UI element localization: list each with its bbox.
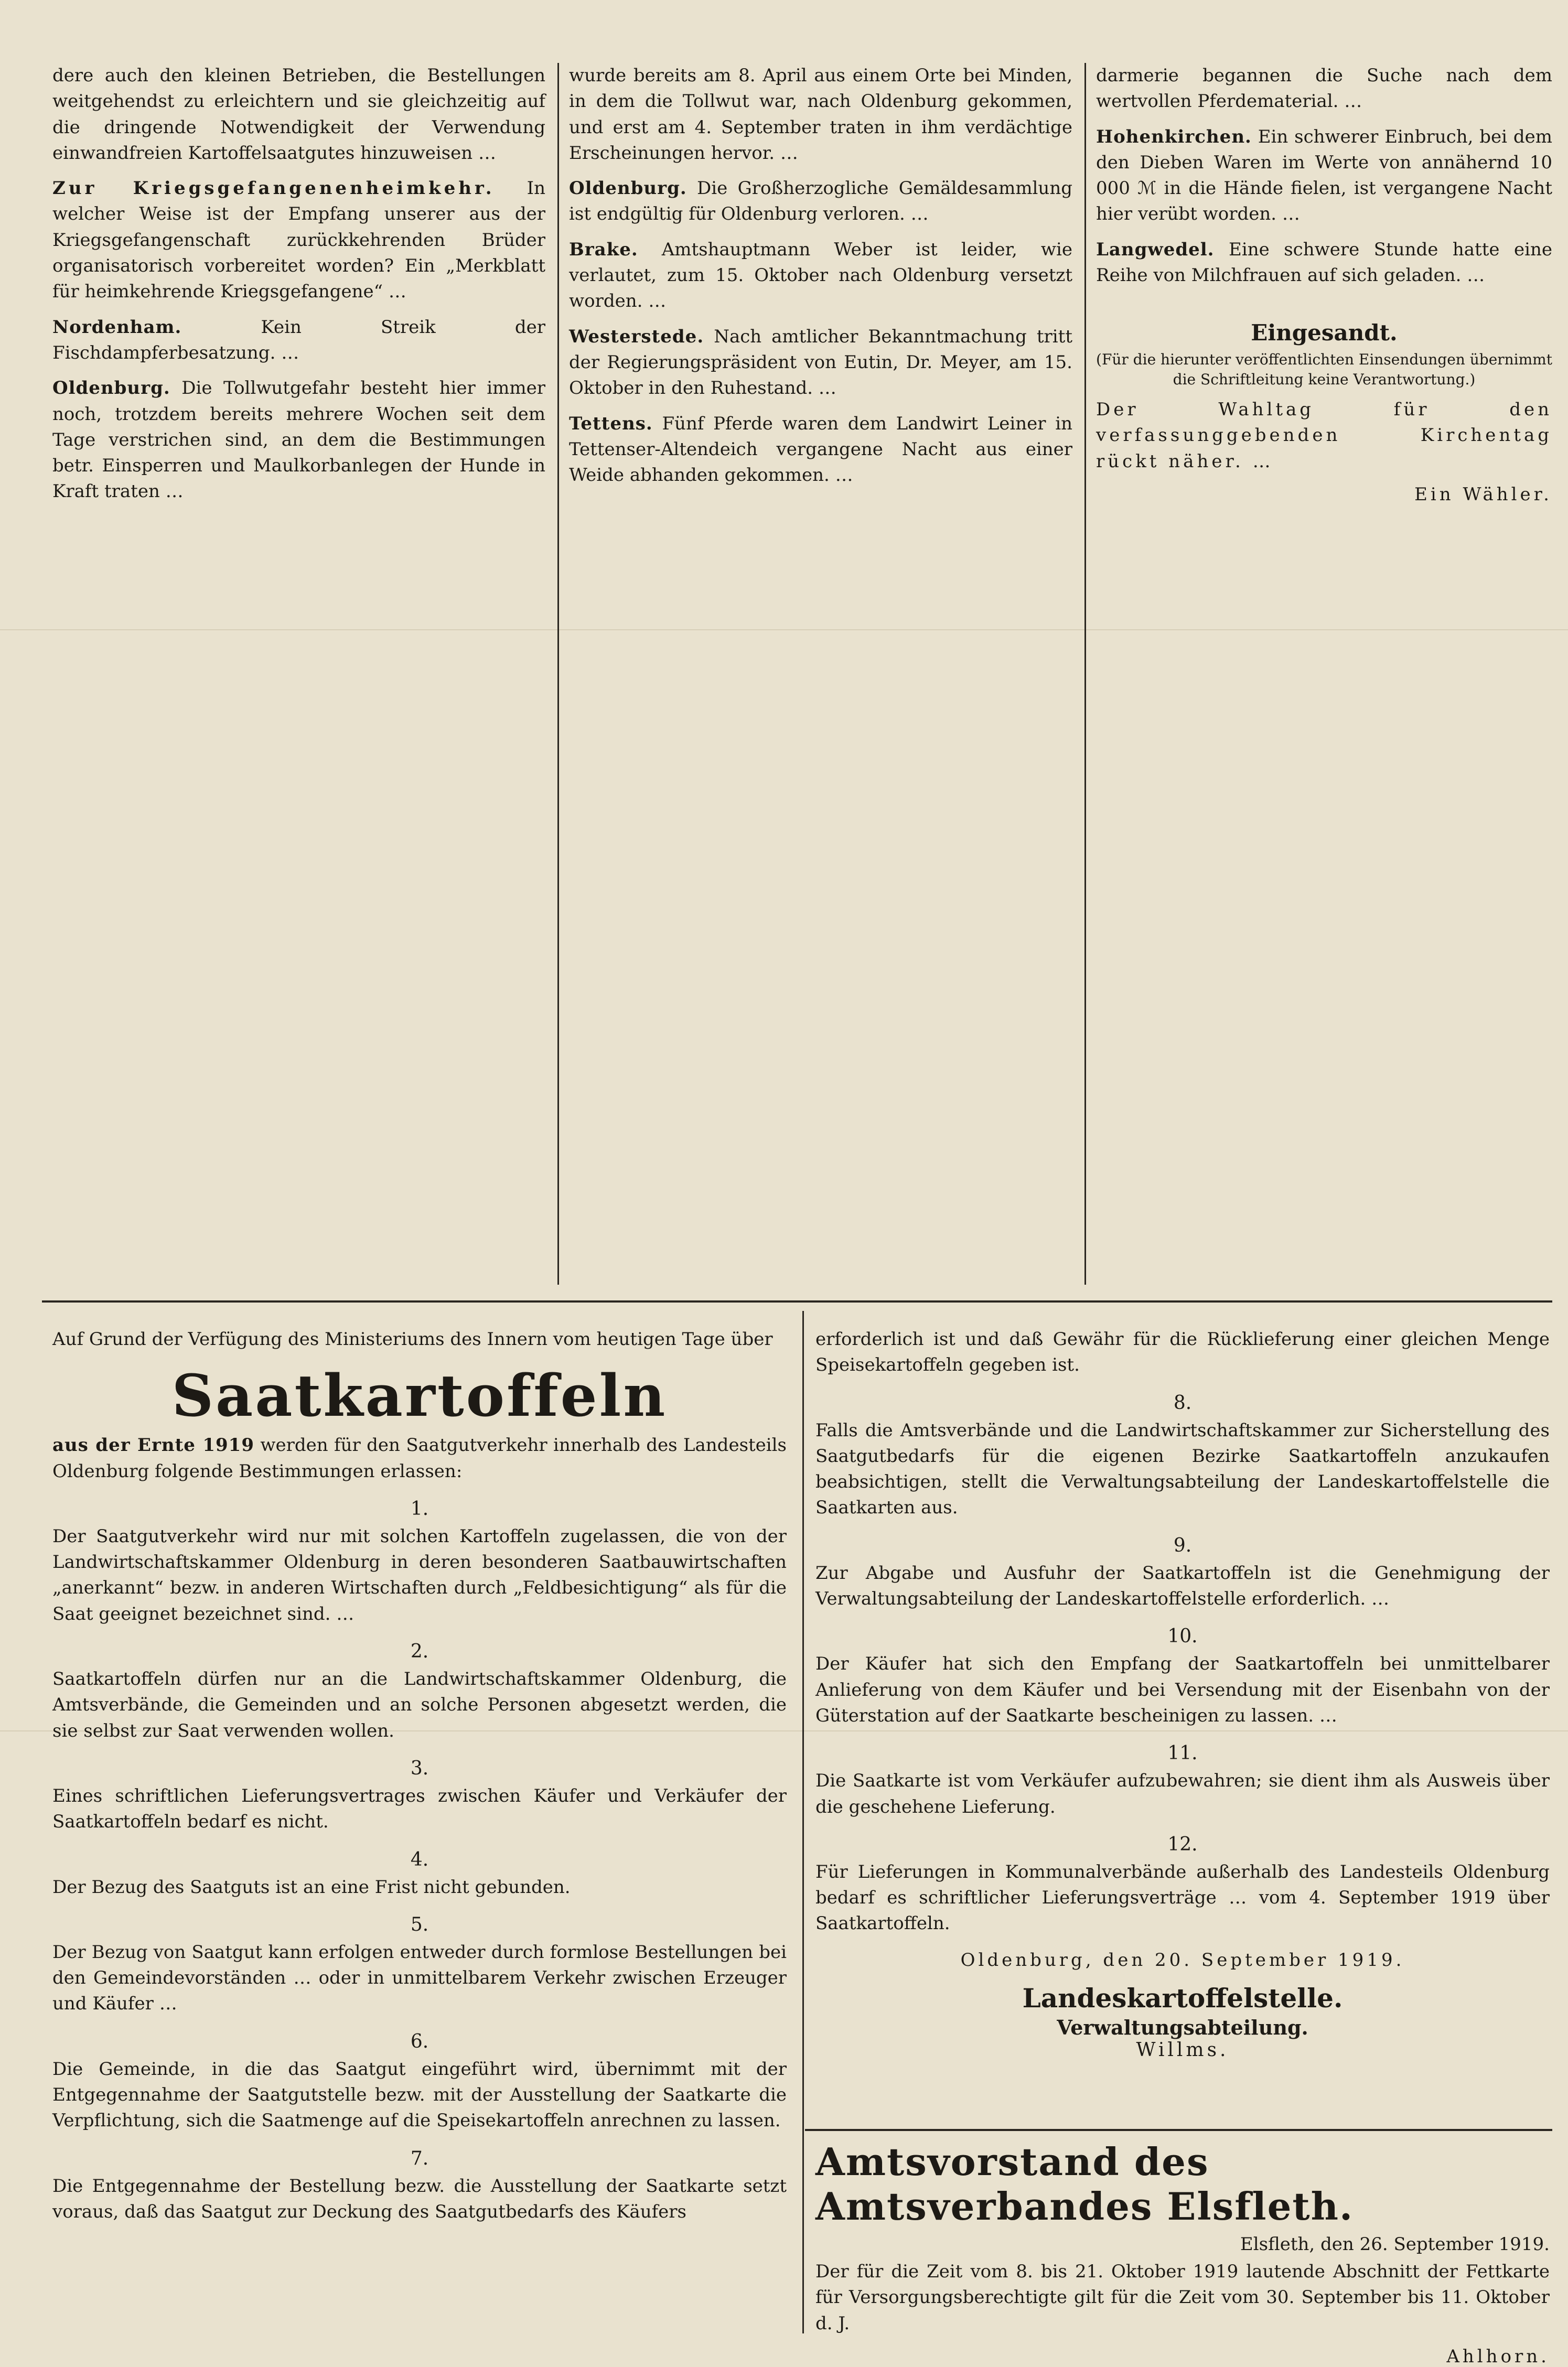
article: Hohenkirchen. Ein schwerer Einbruch, bei dem den Dieben Waren im Werte von annähernd 10 000 ℳ in die Hände fielen, ist vergangene Nacht hier verübt worden. … bbox=[1096, 126, 1553, 225]
section-number: 2. bbox=[410, 1641, 429, 1663]
notice-left bbox=[52, 1327, 787, 2333]
article: Westerstede. Nach amtlicher Bekanntmachung tritt der Regierungspräsident von Eutin, Dr. Meyer, am 15. Oktober in den Ruhestand. … bbox=[569, 326, 1073, 399]
section-text: Saatkartoffeln dürfen nur an die Landwirtschaftskammer Oldenburg, die Amtsverbände, die Gemeinden und an solche Personen abgesetzt werden, die sie selbst zur Saat verwenden wollen. bbox=[52, 1669, 787, 1741]
section-text: Die Entgegennahme der Bestellung bezw. die Ausstellung der Saatkarte setzt voraus, daß das Saatgut zur Deckung des Saatgutbedarfs des Käufers bbox=[52, 2175, 787, 2222]
notice-section bbox=[815, 1392, 1550, 1521]
article: wurde bereits am 8. April aus einem Orte bei Minden, in dem die Tollwut war, nach Oldenburg gekommen, und erst am 4. September traten in ihm verdächtige Erscheinungen hervor. … bbox=[569, 65, 1072, 164]
section-number: 8. bbox=[1173, 1392, 1192, 1414]
notice-section bbox=[815, 1535, 1550, 1612]
amtsvorstand-date: Elsfleth, den 26. September 1919. bbox=[1240, 2234, 1550, 2255]
amtsvorstand-title: Amtsvorstand des Amtsverbandes Elsfleth. bbox=[815, 2139, 1354, 2229]
amtsvorstand-notice bbox=[815, 2139, 1550, 2367]
article: dere auch den kleinen Betrieben, die Bestellungen weitgehendst zu erleichtern und sie gleichzeitig auf die dringende Notwendigkeit der Verwendung einwandfreien Kartoffelsaatgutes hinzuweisen … bbox=[52, 65, 545, 164]
article: Tettens. Fünf Pferde waren dem Landwirt Leiner in Tettenser-Altendeich vergangene Nacht aus einer Weide abhanden gekommen. … bbox=[569, 413, 1073, 486]
article: Zur Kriegsgefangenenheimkehr. In welcher Weise ist der Empfang unserer aus der Kriegsgefangenschaft zurückkehrenden Brüder organisatorisch vorbereitet worden? Ein „Merkblatt für heimkehrende Kriegsgefangene“ … bbox=[52, 178, 545, 303]
notice-section bbox=[815, 1742, 1550, 1820]
article: darmerie begannen die Suche nach dem wertvollen Pferdematerial. … bbox=[1096, 65, 1552, 112]
article: Langwedel. Eine schwere Stunde hatte eine Reihe von Milchfrauen auf sich geladen. … bbox=[1096, 239, 1552, 286]
eingesandt-signature: Ein Wähler. bbox=[1414, 483, 1552, 505]
section-number: 5. bbox=[410, 1913, 429, 1935]
notice-signer: Willms. bbox=[1136, 2039, 1229, 2061]
column-divider bbox=[557, 63, 559, 1285]
notice-intro: Auf Grund der Verfügung des Ministeriums des Innern vom heutigen Tage über bbox=[52, 1329, 773, 1350]
column-1 bbox=[52, 63, 545, 1285]
section-number: 6. bbox=[410, 2030, 429, 2052]
section-text: Der Käufer hat sich den Empfang der Saatkartoffeln bei unmittelbarer Anlieferung von dem Käufer und bei Versendung mit der Eisenbahn von der Güterstation auf der Saatkarte bescheinigen zu lassen. … bbox=[815, 1653, 1550, 1726]
notice-title: Saatkartoffeln bbox=[171, 1362, 668, 1430]
notice-right-intro: erforderlich ist und daß Gewähr für die Rücklieferung einer gleichen Menge Speisekartoffeln gegeben ist. bbox=[815, 1329, 1550, 1376]
notice-section bbox=[815, 1834, 1550, 1937]
eingesandt-note: (Für die hierunter veröffentlichten Einsendungen übernimmt die Schriftleitung keine Verantwortung.) bbox=[1096, 351, 1552, 389]
notice-department: Verwaltungsabteilung. bbox=[1057, 2016, 1308, 2040]
notice-right bbox=[815, 1327, 1550, 2113]
notice-signature: Landeskartoffelstelle. bbox=[1022, 1983, 1343, 2014]
section-text: Der Bezug von Saatgut kann erfolgen entweder durch formlose Bestellungen bei den Gemeindevorständen … oder in unmittelbarem Verkehr zwischen Erzeuger und Käufer … bbox=[52, 1941, 787, 2015]
column-divider bbox=[1084, 63, 1086, 1285]
amtsvorstand-text: Der für die Zeit vom 8. bis 21. Oktober 1919 lautende Abschnitt der Fettkarte für Versorgungsberechtigte gilt für die Zeit vom 30. September bis 11. Oktober d. J. bbox=[815, 2261, 1550, 2334]
section-text: Der Saatgutverkehr wird nur mit solchen Kartoffeln zugelassen, die von der Landwirtschaftskammer Oldenburg in deren besonderen Saatbauwirtschaften „anerkannt“ bezw. in anderen Wirtschaften durch „Feldbesichtigung“ als für die Saat geeignet bezeichnet sind. … bbox=[52, 1525, 787, 1624]
section-text: Die Gemeinde, in die das Saatgut eingeführt wird, übernimmt mit der Entgegennahme der Saatgutstelle bezw. mit der Ausstellung der Saatkarte die Verpflichtung, sich die Saatmenge auf die Speisekartoffeln anrechnen zu lassen. bbox=[52, 2058, 787, 2132]
notice-subtitle: aus der Ernte 1919 werden für den Saatgutverkehr innerhalb des Landesteils Oldenburg folgende Bestimmungen erlassen: bbox=[52, 1435, 787, 1482]
notice-section bbox=[52, 2148, 787, 2225]
amtsvorstand-signer: Ahlhorn. bbox=[1446, 2346, 1550, 2367]
section-number: 11. bbox=[1167, 1742, 1198, 1765]
notice-section bbox=[52, 1758, 787, 1835]
section-number: 1. bbox=[410, 1498, 429, 1520]
article: Brake. Amtshauptmann Weber ist leider, wie verlautet, zum 15. Oktober nach Oldenburg versetzt worden. … bbox=[569, 239, 1072, 312]
section-divider bbox=[42, 1300, 1552, 1303]
section-text: Zur Abgabe und Ausfuhr der Saatkartoffeln ist die Genehmigung der Verwaltungsabteilung der Landeskartoffelstelle erforderlich. … bbox=[815, 1562, 1550, 1610]
section-text: Für Lieferungen in Kommunalverbände außerhalb des Landesteils Oldenburg bedarf es schriftlicher Lieferungsverträge … vom 4. September 1919 über Saatkartoffeln. bbox=[815, 1861, 1550, 1934]
section-number: 10. bbox=[1167, 1626, 1198, 1648]
section-text: Der Bezug des Saatguts ist an eine Frist nicht gebunden. bbox=[52, 1876, 571, 1898]
column-3 bbox=[1096, 63, 1552, 1285]
article: Nordenham. Kein Streik der Fischdampferbesatzung. … bbox=[52, 316, 545, 363]
section-number: 7. bbox=[410, 2147, 429, 2169]
box-divider bbox=[805, 2129, 1552, 2131]
notice-section bbox=[52, 1914, 787, 2017]
section-text: Die Saatkarte ist vom Verkäufer aufzubewahren; sie dient ihm als Ausweis über die geschehene Lieferung. bbox=[815, 1770, 1550, 1817]
section-number: 12. bbox=[1167, 1833, 1198, 1855]
notice-section bbox=[52, 1849, 787, 1900]
section-number: 4. bbox=[410, 1848, 429, 1870]
notice-place-date: Oldenburg, den 20. September 1919. bbox=[960, 1949, 1405, 1971]
notice-section bbox=[815, 1626, 1550, 1729]
column-divider bbox=[802, 1311, 804, 2333]
section-text: Falls die Amtsverbände und die Landwirtschaftskammer zur Sicherstellung des Saatgutbedarfs für die eigenen Bezirke Saatkartoffeln anzukaufen beabsichtigen, stellt die Verwaltungsabteilung der Landeskartoffelstelle die Saatkarten aus. bbox=[815, 1419, 1550, 1519]
section-number: 3. bbox=[410, 1757, 429, 1779]
eingesandt-title: Eingesandt. bbox=[1251, 320, 1398, 346]
eingesandt-text: Der Wahltag für den verfassunggebenden Kirchentag rückt näher. … bbox=[1096, 399, 1552, 472]
column-2 bbox=[569, 63, 1072, 1285]
section-number: 9. bbox=[1173, 1534, 1192, 1556]
article: Oldenburg. Die Großherzogliche Gemäldesammlung ist endgültig für Oldenburg verloren. … bbox=[569, 178, 1072, 225]
article: Oldenburg. Die Tollwutgefahr besteht hier immer noch, trotzdem bereits mehrere Wochen seit dem Tage verstrichen sind, an dem die Bestimmungen betr. Einsperren und Maulkorbanlegen der Hunde in Kraft traten … bbox=[52, 378, 545, 502]
notice-section bbox=[52, 2031, 787, 2134]
notice-section bbox=[52, 1641, 787, 1744]
notice-section bbox=[52, 1498, 787, 1627]
section-text: Eines schriftlichen Lieferungsvertrages zwischen Käufer und Verkäufer der Saatkartoffeln bedarf es nicht. bbox=[52, 1785, 787, 1833]
eingesandt-section bbox=[1096, 320, 1552, 504]
